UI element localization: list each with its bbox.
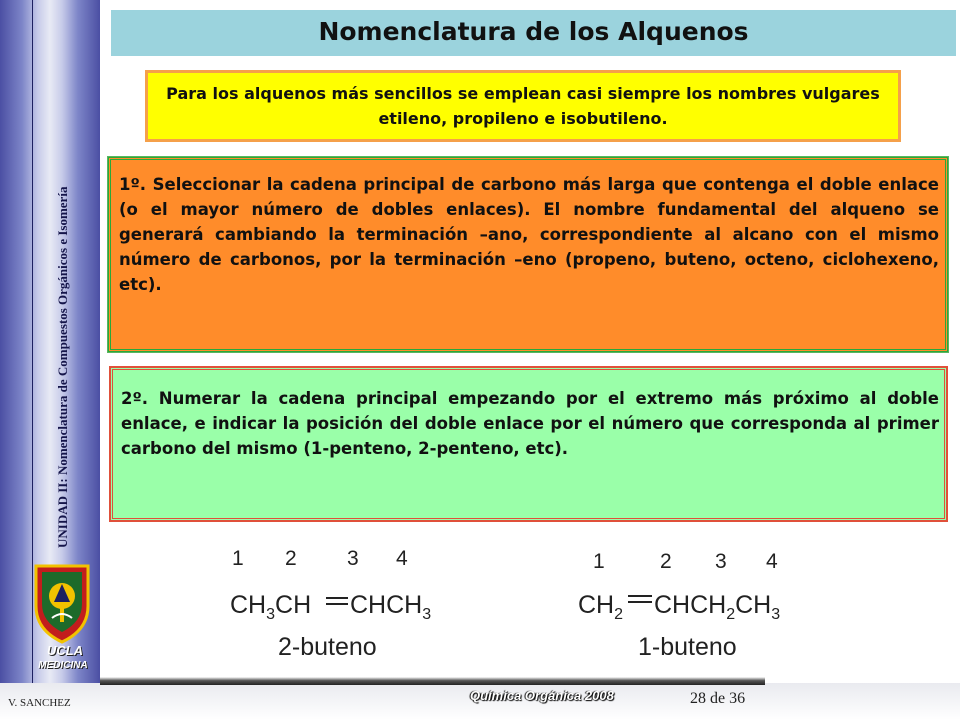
- intro-box: [145, 70, 901, 142]
- carbon-number: 4: [766, 550, 778, 573]
- carbon-number: 4: [396, 547, 408, 570]
- carbon-number: 3: [347, 547, 359, 570]
- title-bar: [111, 10, 956, 56]
- structural-formula: [230, 591, 431, 623]
- svg-text:CHCH2CH3: $CHCH_2CH_3$: [654, 591, 781, 623]
- example-1-buteno: [578, 550, 780, 661]
- example-2-buteno: [230, 547, 431, 661]
- carbon-number: 1: [232, 547, 244, 570]
- unit-title: UNIDAD II: Nomenclatura de Compuestos Orgánicos e Isomería: [55, 186, 70, 548]
- page-number: 28 de 36: [690, 690, 746, 707]
- logo-text: UCLA: [46, 643, 84, 658]
- rule-box-1: [108, 157, 948, 352]
- compound-name: 2-buteno: [278, 633, 377, 661]
- compound-name: 1-buteno: [638, 633, 737, 661]
- rule-text-2: 2º. Numerar la cadena principal empezando por el extremo más próximo al doble enlace, e indicar la posición del doble enlace por el número que corresponda al primer carbono del mismo (1-penteno, 2-penteno, etc).: [121, 389, 939, 458]
- carbon-number: 2: [285, 547, 297, 570]
- carbon-number: 1: [593, 550, 605, 573]
- intro-text: Para los alquenos más sencillos se emplean casi siempre los nombres vulgares etileno, propileno e isobutileno.: [166, 84, 880, 128]
- course-name: Química Orgánica 2008: [470, 688, 614, 703]
- svg-text:CH2: $CH_2$: [578, 591, 624, 623]
- footer-shadow: [100, 677, 765, 685]
- author: V. SANCHEZ: [8, 697, 71, 709]
- page-title: Nomenclatura de los Alquenos: [318, 17, 749, 46]
- carbon-number: 2: [660, 550, 672, 573]
- svg-text:CHCH3: $CHCH_3$: [350, 591, 432, 623]
- rule-box-2: [110, 367, 947, 521]
- structure-examples: [210, 540, 830, 670]
- rule-text-1: 1º. Seleccionar la cadena principal de carbono más larga que contenga el doble enlace (o el mayor número de dobles enlaces). El nombre fundamental del alqueno se generará cambiando la terminación –ano, correspondiente al alcano con el mismo número de carbonos, por la terminación –eno (propeno, buteno, octeno, ciclohexeno, etc).: [119, 175, 939, 294]
- svg-text:CH3CH: $CH_3CH$: [230, 591, 312, 623]
- carbon-number: 3: [715, 550, 727, 573]
- ucla-medicina-logo-icon: [30, 560, 94, 646]
- logo-subtext: MEDICINA: [38, 660, 88, 671]
- structural-formula: [578, 591, 780, 623]
